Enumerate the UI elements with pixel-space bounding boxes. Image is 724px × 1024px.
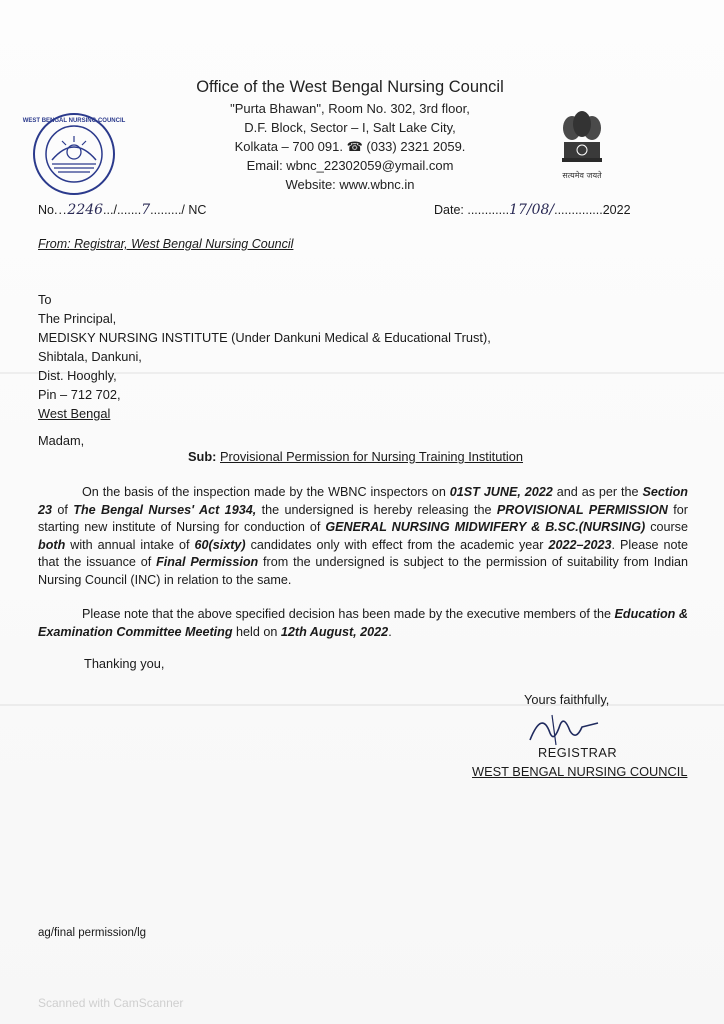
subject-line xyxy=(188,449,523,464)
svg-text:सत्यमेव जयते: सत्यमेव जयते xyxy=(562,171,602,180)
ref-no-handwritten-part: 7 xyxy=(141,202,151,218)
closing: Yours faithfully, xyxy=(524,692,610,707)
address-line: Shibtala, Dankuni, xyxy=(38,349,142,364)
address-pin: Pin – 712 702, xyxy=(38,387,121,402)
office-title: Office of the West Bengal Nursing Council xyxy=(196,78,504,96)
from-line: From: Registrar, West Bengal Nursing Council xyxy=(38,237,294,251)
website-line: Website: www.wbnc.in xyxy=(285,177,415,192)
date-label: Date: xyxy=(434,203,464,217)
svg-text:WEST BENGAL NURSING COUNCIL: WEST BENGAL NURSING COUNCIL xyxy=(22,118,126,124)
state-emblem-logo xyxy=(556,108,608,186)
council-name: WEST BENGAL NURSING COUNCIL xyxy=(472,764,688,779)
address-line: Kolkata – 700 091. ☎ (033) 2321 2059. xyxy=(234,139,466,154)
body-paragraph-1: On the basis of the inspection made by the WBNC inspectors on 01ST JUNE, 2022 and as per the Section 23 of The Bengal Nurses' Act 1934, the undersigned is hereby releasing the PROVISIONAL PERMISSION for starting new institute of Nursing for conduction of GENERAL NURSING MIDWIFERY & B.SC.(NURSING) course both with annual intake of 60(sixty) candidates only with effect from the academic year 2022–2023. Please note that the issuance of Final Permission from the undersigned is subject to the permission of suitability from Indian Nursing Council (INC) in relation to the same. xyxy=(38,485,689,587)
registrar-signature xyxy=(520,705,610,750)
date-year: 2022 xyxy=(602,203,631,217)
ref-no-handwritten: 2246 xyxy=(67,202,104,218)
council-seal-logo xyxy=(22,112,126,196)
thanking-line: Thanking you, xyxy=(84,656,165,671)
ref-suffix: NC xyxy=(188,203,207,217)
date-handwritten: 17/08/ xyxy=(509,202,555,218)
address-institute: MEDISKY NURSING INSTITUTE (Under Dankuni Medical & Educational Trust), xyxy=(38,330,491,345)
subject-label: Sub: xyxy=(188,449,217,464)
registrar-title: REGISTRAR xyxy=(538,745,618,760)
address-line: Dist. Hooghly, xyxy=(38,368,117,383)
body-paragraph-2: Please note that the above specified decision has been made by the executive members of the Education & Examination Committee Meeting held on 12th August, 2022. xyxy=(38,607,688,639)
paper-fold xyxy=(0,704,724,706)
ref-no-label: No xyxy=(38,203,54,217)
email-line: Email: wbnc_22302059@ymail.com xyxy=(246,158,454,173)
salutation: Madam, xyxy=(38,433,85,448)
address-state: West Bengal xyxy=(38,406,111,421)
address-to: To xyxy=(38,292,52,307)
subject-text: Provisional Permission for Nursing Training Institution xyxy=(220,449,523,464)
address-line: D.F. Block, Sector – I, Salt Lake City, xyxy=(244,120,456,135)
letter-date: Date: ............17/08/..............2022 xyxy=(434,202,631,218)
address-recipient: The Principal, xyxy=(38,311,117,326)
file-reference: ag/final permission/lg xyxy=(38,927,147,939)
address-line: "Purta Bhawan", Room No. 302, 3rd floor, xyxy=(230,101,470,116)
reference-number: No...2246.../.......7........./ NC xyxy=(38,202,207,218)
scanner-watermark: Scanned with CamScanner xyxy=(38,996,184,1010)
